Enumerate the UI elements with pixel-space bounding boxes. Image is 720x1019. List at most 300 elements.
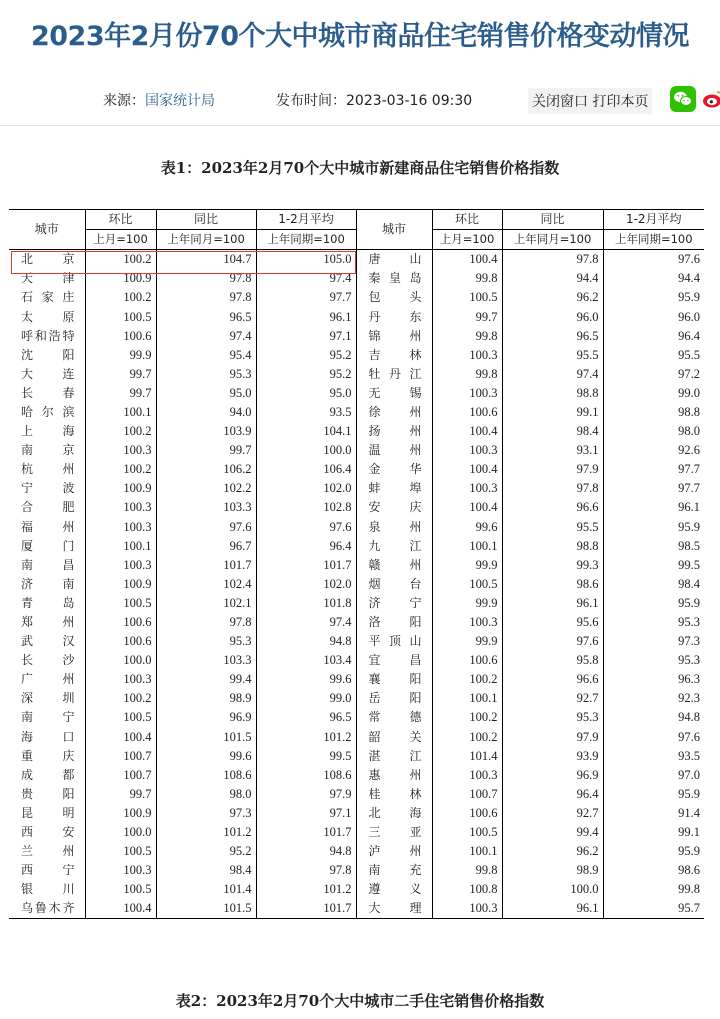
cell-yoy: 94.0	[156, 403, 256, 422]
cell-city: 西安	[21, 825, 75, 840]
table-row	[9, 288, 704, 307]
cell-mom: 100.0	[85, 823, 156, 842]
cell-avg: 95.7	[603, 899, 704, 919]
cell-avg: 105.0	[256, 250, 356, 270]
cell-avg: 102.0	[256, 575, 356, 594]
cell-yoy: 92.7	[502, 804, 603, 823]
cell-avg: 95.0	[256, 384, 356, 403]
cell-mom: 100.3	[85, 498, 156, 517]
cell-avg: 97.0	[603, 766, 704, 785]
cell-yoy: 97.8	[502, 479, 603, 498]
cell-city: 泸州	[356, 842, 432, 861]
cell-avg: 97.2	[603, 365, 704, 384]
price-index-table	[9, 209, 704, 919]
cell-mom: 100.3	[432, 479, 502, 498]
cell-yoy: 99.3	[502, 556, 603, 575]
header-divider	[0, 125, 720, 126]
cell-yoy: 97.8	[156, 269, 256, 288]
cell-city: 青岛	[21, 595, 75, 610]
cell-yoy: 97.4	[502, 365, 603, 384]
cell-avg: 97.6	[603, 250, 704, 270]
cell-yoy: 97.8	[156, 288, 256, 307]
cell-avg: 97.7	[603, 460, 704, 479]
cell-avg: 97.1	[256, 804, 356, 823]
cell-avg: 95.9	[603, 785, 704, 804]
cell-avg: 98.5	[603, 537, 704, 556]
table-row	[9, 250, 704, 270]
cell-mom: 100.4	[85, 899, 156, 919]
cell-avg: 95.2	[256, 346, 356, 365]
cell-city: 岳阳	[356, 689, 432, 708]
table-row	[9, 842, 704, 861]
cell-yoy: 108.6	[156, 766, 256, 785]
weibo-icon	[702, 86, 720, 112]
cell-city: 金华	[356, 460, 432, 479]
cell-yoy: 98.4	[502, 422, 603, 441]
table-row	[9, 708, 704, 727]
close-window-button[interactable]: 关闭窗口	[532, 94, 588, 110]
cell-city: 唐山	[356, 250, 432, 270]
cell-mom: 100.9	[85, 804, 156, 823]
cell-city: 西宁	[21, 863, 75, 878]
cell-yoy: 97.8	[156, 613, 256, 632]
city-header: 城市	[9, 210, 85, 250]
mom-header: 环比	[432, 210, 502, 230]
cell-mom: 100.2	[432, 670, 502, 689]
cell-yoy: 95.5	[502, 518, 603, 537]
cell-mom: 100.2	[85, 288, 156, 307]
cell-yoy: 95.3	[156, 365, 256, 384]
table-row	[9, 346, 704, 365]
publish-time: 2023-03-16 09:30	[346, 93, 473, 109]
cell-mom: 100.5	[85, 708, 156, 727]
cell-city: 杭州	[21, 462, 75, 477]
cell-mom: 99.9	[85, 346, 156, 365]
cell-avg: 96.1	[603, 498, 704, 517]
cell-yoy: 96.2	[502, 288, 603, 307]
cell-mom: 100.3	[85, 861, 156, 880]
cell-city: 南昌	[21, 557, 75, 572]
cell-avg: 101.7	[256, 899, 356, 919]
cell-yoy: 99.6	[156, 747, 256, 766]
table-row	[9, 365, 704, 384]
cell-yoy: 96.1	[502, 899, 603, 919]
cell-yoy: 103.3	[156, 651, 256, 670]
cell-mom: 100.1	[85, 403, 156, 422]
cell-yoy: 95.2	[156, 842, 256, 861]
cell-yoy: 101.4	[156, 880, 256, 899]
cell-city: 天津	[21, 271, 75, 286]
cell-yoy: 95.8	[502, 651, 603, 670]
cell-yoy: 100.0	[502, 880, 603, 899]
cell-mom: 99.8	[432, 861, 502, 880]
cell-city: 常德	[356, 708, 432, 727]
cell-mom: 100.1	[432, 537, 502, 556]
cell-city: 武汉	[21, 634, 75, 649]
table-row	[9, 651, 704, 670]
cell-mom: 100.2	[85, 422, 156, 441]
cell-yoy: 96.5	[156, 307, 256, 326]
cell-city: 济南	[21, 576, 75, 591]
cell-avg: 95.9	[603, 518, 704, 537]
cell-yoy: 99.4	[502, 823, 603, 842]
cell-mom: 100.1	[432, 842, 502, 861]
cell-yoy: 97.8	[502, 250, 603, 270]
cell-mom: 99.8	[432, 269, 502, 288]
cell-city: 广州	[21, 672, 75, 687]
cell-yoy: 98.6	[502, 575, 603, 594]
mom-header: 环比	[85, 210, 156, 230]
cell-yoy: 99.1	[502, 403, 603, 422]
cell-city: 海口	[21, 729, 75, 744]
cell-city: 南宁	[21, 710, 75, 725]
cell-mom: 100.3	[85, 441, 156, 460]
cell-avg: 98.4	[603, 575, 704, 594]
cell-city: 长春	[21, 385, 75, 400]
source-label: 来源：	[103, 93, 145, 109]
cell-yoy: 101.5	[156, 899, 256, 919]
cell-city: 泉州	[356, 518, 432, 537]
cell-mom: 100.5	[432, 823, 502, 842]
cell-avg: 103.4	[256, 651, 356, 670]
cell-yoy: 97.4	[156, 327, 256, 346]
table-body	[9, 250, 704, 919]
cell-yoy: 96.6	[502, 670, 603, 689]
cell-mom: 100.4	[432, 460, 502, 479]
table-row	[9, 518, 704, 537]
table1-caption: 表1：2023年2月70个大中城市新建商品住宅销售价格指数	[160, 159, 560, 177]
cell-avg: 99.0	[603, 384, 704, 403]
table-row	[9, 899, 704, 919]
cell-avg: 97.7	[603, 479, 704, 498]
cell-yoy: 95.0	[156, 384, 256, 403]
cell-mom: 100.3	[432, 441, 502, 460]
cell-avg: 99.5	[603, 556, 704, 575]
cell-city: 重庆	[21, 748, 75, 763]
cell-mom: 99.7	[85, 365, 156, 384]
cell-avg: 108.6	[256, 766, 356, 785]
avg-header: 1-2月平均	[256, 210, 356, 230]
cell-avg: 96.4	[603, 327, 704, 346]
cell-city: 蚌埠	[356, 479, 432, 498]
weibo-share-button[interactable]	[702, 86, 720, 112]
cell-mom: 99.6	[432, 518, 502, 537]
table-row	[9, 632, 704, 651]
cell-avg: 97.9	[256, 785, 356, 804]
cell-yoy: 96.2	[502, 842, 603, 861]
cell-mom: 100.5	[85, 842, 156, 861]
cell-avg: 97.3	[603, 632, 704, 651]
cell-city: 无锡	[356, 384, 432, 403]
cell-yoy: 97.3	[156, 804, 256, 823]
cell-city: 秦皇岛	[356, 269, 432, 288]
cell-avg: 104.1	[256, 422, 356, 441]
cell-yoy: 96.7	[156, 537, 256, 556]
cell-city: 锦州	[356, 327, 432, 346]
cell-avg: 102.8	[256, 498, 356, 517]
cell-city: 济宁	[356, 594, 432, 613]
table-row	[9, 594, 704, 613]
cell-mom: 100.6	[432, 804, 502, 823]
cell-city: 洛阳	[356, 613, 432, 632]
cell-mom: 100.2	[432, 728, 502, 747]
cell-yoy: 98.8	[502, 384, 603, 403]
cell-yoy: 95.4	[156, 346, 256, 365]
cell-avg: 93.5	[603, 747, 704, 766]
cell-yoy: 96.4	[502, 785, 603, 804]
table-row	[9, 861, 704, 880]
cell-avg: 94.8	[603, 708, 704, 727]
cell-city: 扬州	[356, 422, 432, 441]
publish-info	[276, 90, 472, 110]
table-row	[9, 269, 704, 288]
cell-yoy: 104.7	[156, 250, 256, 270]
cell-city: 银川	[21, 882, 75, 897]
cell-yoy: 95.6	[502, 613, 603, 632]
table-row	[9, 575, 704, 594]
cell-city: 遵义	[356, 880, 432, 899]
cell-city: 温州	[356, 441, 432, 460]
cell-city: 郑州	[21, 615, 75, 630]
cell-yoy: 98.9	[502, 861, 603, 880]
cell-avg: 99.6	[256, 670, 356, 689]
cell-mom: 99.7	[85, 384, 156, 403]
table-row	[9, 384, 704, 403]
cell-city: 石家庄	[21, 290, 75, 305]
cell-city: 兰州	[21, 844, 75, 859]
cell-mom: 100.9	[85, 269, 156, 288]
cell-avg: 97.4	[256, 269, 356, 288]
cell-avg: 96.3	[603, 670, 704, 689]
cell-city: 呼和浩特	[21, 328, 75, 343]
cell-city: 厦门	[21, 538, 75, 553]
cell-mom: 100.3	[85, 670, 156, 689]
cell-city: 沈阳	[21, 347, 75, 362]
cell-yoy: 102.1	[156, 594, 256, 613]
table-row	[9, 403, 704, 422]
cell-avg: 91.4	[603, 804, 704, 823]
cell-city: 丹东	[356, 307, 432, 326]
cell-avg: 101.7	[256, 823, 356, 842]
table-row	[9, 498, 704, 517]
cell-city: 成都	[21, 767, 75, 782]
table-row	[9, 537, 704, 556]
cell-city: 长沙	[21, 653, 75, 668]
cell-city: 吉林	[356, 346, 432, 365]
cell-avg: 95.9	[603, 288, 704, 307]
cell-mom: 100.5	[432, 575, 502, 594]
cell-avg: 94.8	[256, 842, 356, 861]
cell-yoy: 92.7	[502, 689, 603, 708]
cell-city: 桂林	[356, 785, 432, 804]
cell-city: 贵阳	[21, 786, 75, 801]
cell-city: 湛江	[356, 747, 432, 766]
cell-yoy: 98.8	[502, 537, 603, 556]
cell-yoy: 101.2	[156, 823, 256, 842]
page-actions	[528, 88, 652, 114]
cell-mom: 100.3	[85, 518, 156, 537]
page-title: 2023年2月份70个大中城市商品住宅销售价格变动情况	[30, 21, 689, 52]
cell-mom: 100.2	[85, 689, 156, 708]
city-header: 城市	[356, 210, 432, 250]
source	[103, 90, 215, 110]
cell-mom: 100.3	[432, 613, 502, 632]
cell-city: 徐州	[356, 403, 432, 422]
cell-mom: 99.8	[432, 327, 502, 346]
cell-avg: 99.8	[603, 880, 704, 899]
table-row	[9, 307, 704, 326]
table-row	[9, 880, 704, 899]
cell-mom: 100.3	[432, 766, 502, 785]
cell-yoy: 96.1	[502, 594, 603, 613]
cell-city: 北京	[21, 252, 75, 267]
cell-avg: 101.8	[256, 594, 356, 613]
cell-mom: 100.2	[85, 460, 156, 479]
cell-yoy: 95.5	[502, 346, 603, 365]
cell-yoy: 96.6	[502, 498, 603, 517]
print-page-button[interactable]: 打印本页	[592, 94, 649, 110]
cell-avg: 96.1	[256, 307, 356, 326]
cell-mom: 99.8	[432, 365, 502, 384]
yoy-base-header: 上年同月=100	[502, 230, 603, 250]
cell-mom: 100.6	[85, 327, 156, 346]
cell-mom: 100.0	[85, 651, 156, 670]
cell-yoy: 97.9	[502, 728, 603, 747]
cell-avg: 98.0	[603, 422, 704, 441]
cell-mom: 100.6	[85, 613, 156, 632]
table-row	[9, 460, 704, 479]
avg-base-header: 上年同期=100	[256, 230, 356, 250]
cell-mom: 99.9	[432, 556, 502, 575]
cell-yoy: 93.9	[502, 747, 603, 766]
cell-city: 太原	[21, 309, 75, 324]
publish-label: 发布时间：	[276, 93, 346, 109]
table2-caption: 表2：2023年2月70个大中城市二手住宅销售价格指数	[175, 992, 545, 1010]
cell-mom: 100.4	[432, 250, 502, 270]
cell-mom: 100.4	[432, 422, 502, 441]
yoy-header: 同比	[502, 210, 603, 230]
cell-yoy: 101.7	[156, 556, 256, 575]
article-meta	[0, 88, 720, 112]
cell-yoy: 103.9	[156, 422, 256, 441]
cell-avg: 99.5	[256, 747, 356, 766]
cell-city: 九江	[356, 537, 432, 556]
cell-avg: 95.9	[603, 594, 704, 613]
cell-yoy: 103.3	[156, 498, 256, 517]
table-row	[9, 556, 704, 575]
table-row	[9, 422, 704, 441]
cell-yoy: 97.9	[502, 460, 603, 479]
cell-mom: 101.4	[432, 747, 502, 766]
table-row	[9, 613, 704, 632]
cell-yoy: 101.5	[156, 728, 256, 747]
cell-mom: 100.5	[85, 880, 156, 899]
cell-mom: 100.2	[432, 708, 502, 727]
cell-avg: 97.4	[256, 613, 356, 632]
table-row	[9, 670, 704, 689]
cell-avg: 102.0	[256, 479, 356, 498]
cell-avg: 106.4	[256, 460, 356, 479]
cell-avg: 92.3	[603, 689, 704, 708]
cell-yoy: 95.3	[502, 708, 603, 727]
cell-mom: 100.3	[432, 899, 502, 919]
cell-yoy: 106.2	[156, 460, 256, 479]
cell-mom: 100.5	[85, 307, 156, 326]
cell-yoy: 98.0	[156, 785, 256, 804]
cell-mom: 100.9	[85, 479, 156, 498]
cell-avg: 98.8	[603, 403, 704, 422]
cell-city: 韶关	[356, 728, 432, 747]
source-link[interactable]: 国家统计局	[145, 93, 215, 109]
cell-avg: 92.6	[603, 441, 704, 460]
cell-avg: 95.2	[256, 365, 356, 384]
cell-mom: 100.5	[85, 594, 156, 613]
cell-avg: 101.2	[256, 880, 356, 899]
cell-avg: 97.8	[256, 861, 356, 880]
cell-mom: 99.9	[432, 632, 502, 651]
cell-yoy: 96.5	[502, 327, 603, 346]
cell-avg: 97.6	[256, 518, 356, 537]
cell-avg: 96.0	[603, 307, 704, 326]
cell-avg: 96.4	[256, 537, 356, 556]
cell-mom: 100.6	[432, 403, 502, 422]
cell-yoy: 99.7	[156, 441, 256, 460]
cell-avg: 99.1	[603, 823, 704, 842]
cell-city: 烟台	[356, 575, 432, 594]
cell-mom: 100.4	[432, 498, 502, 517]
cell-mom: 100.1	[85, 537, 156, 556]
cell-city: 安庆	[356, 498, 432, 517]
cell-city: 南充	[356, 861, 432, 880]
mom-base-header: 上月=100	[85, 230, 156, 250]
table-row	[9, 728, 704, 747]
avg-base-header: 上年同期=100	[603, 230, 704, 250]
cell-avg: 95.3	[603, 651, 704, 670]
cell-avg: 98.6	[603, 861, 704, 880]
cell-mom: 100.6	[432, 651, 502, 670]
table-row	[9, 785, 704, 804]
cell-avg: 96.5	[256, 708, 356, 727]
cell-mom: 100.5	[432, 288, 502, 307]
cell-yoy: 94.4	[502, 269, 603, 288]
cell-city: 大理	[356, 899, 432, 919]
cell-city: 牡丹江	[356, 365, 432, 384]
cell-yoy: 93.1	[502, 441, 603, 460]
cell-mom: 100.7	[85, 766, 156, 785]
cell-city: 深圳	[21, 691, 75, 706]
cell-city: 南京	[21, 443, 75, 458]
cell-city: 福州	[21, 519, 75, 534]
cell-avg: 100.0	[256, 441, 356, 460]
table-row	[9, 479, 704, 498]
cell-mom: 100.3	[85, 556, 156, 575]
cell-avg: 101.2	[256, 728, 356, 747]
cell-yoy: 98.4	[156, 861, 256, 880]
cell-mom: 100.6	[85, 632, 156, 651]
yoy-header: 同比	[156, 210, 256, 230]
cell-avg: 97.7	[256, 288, 356, 307]
table-row	[9, 747, 704, 766]
cell-mom: 100.9	[85, 575, 156, 594]
wechat-share-button[interactable]	[670, 86, 696, 112]
cell-city: 包头	[356, 288, 432, 307]
cell-avg: 101.7	[256, 556, 356, 575]
table-row	[9, 327, 704, 346]
cell-mom: 100.1	[432, 689, 502, 708]
cell-avg: 95.9	[603, 842, 704, 861]
cell-mom: 99.9	[432, 594, 502, 613]
cell-yoy: 97.6	[156, 518, 256, 537]
